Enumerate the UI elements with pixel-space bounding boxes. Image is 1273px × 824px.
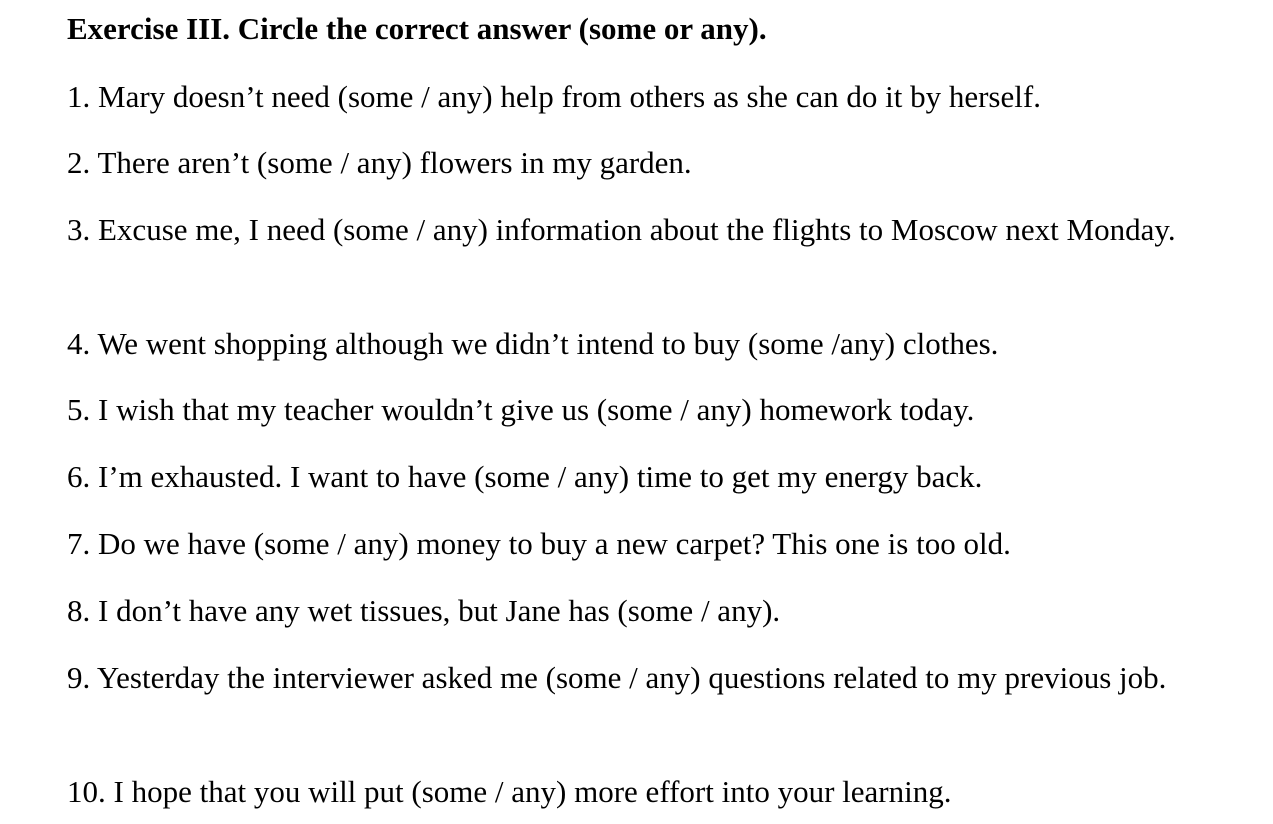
exercise-item-4: 4. We went shopping although we didn’t intend to buy (some /any) clothes.: [67, 326, 999, 361]
exercise-item-9: 9. Yesterday the interviewer asked me (some / any) questions related to my previous job.: [67, 660, 1167, 695]
exercise-item-5: 5. I wish that my teacher wouldn’t give us (some / any) homework today.: [67, 392, 975, 427]
exercise-item-7: 7. Do we have (some / any) money to buy a new carpet? This one is too old.: [67, 526, 1011, 561]
exercise-item-8: 8. I don’t have any wet tissues, but Jane has (some / any).: [67, 593, 781, 628]
exercise-title: Exercise III. Circle the correct answer (some or any).: [67, 11, 767, 46]
exercise-item-6: 6. I’m exhausted. I want to have (some / any) time to get my energy back.: [67, 459, 983, 494]
exercise-item-10: 10. I hope that you will put (some / any) more effort into your learning.: [67, 774, 952, 809]
exercise-item-1: 1. Mary doesn’t need (some / any) help from others as she can do it by herself.: [67, 79, 1041, 114]
exercise-item-2: 2. There aren’t (some / any) flowers in my garden.: [67, 145, 692, 180]
exercise-item-3: 3. Excuse me, I need (some / any) information about the flights to Moscow next Monday.: [67, 212, 1176, 247]
